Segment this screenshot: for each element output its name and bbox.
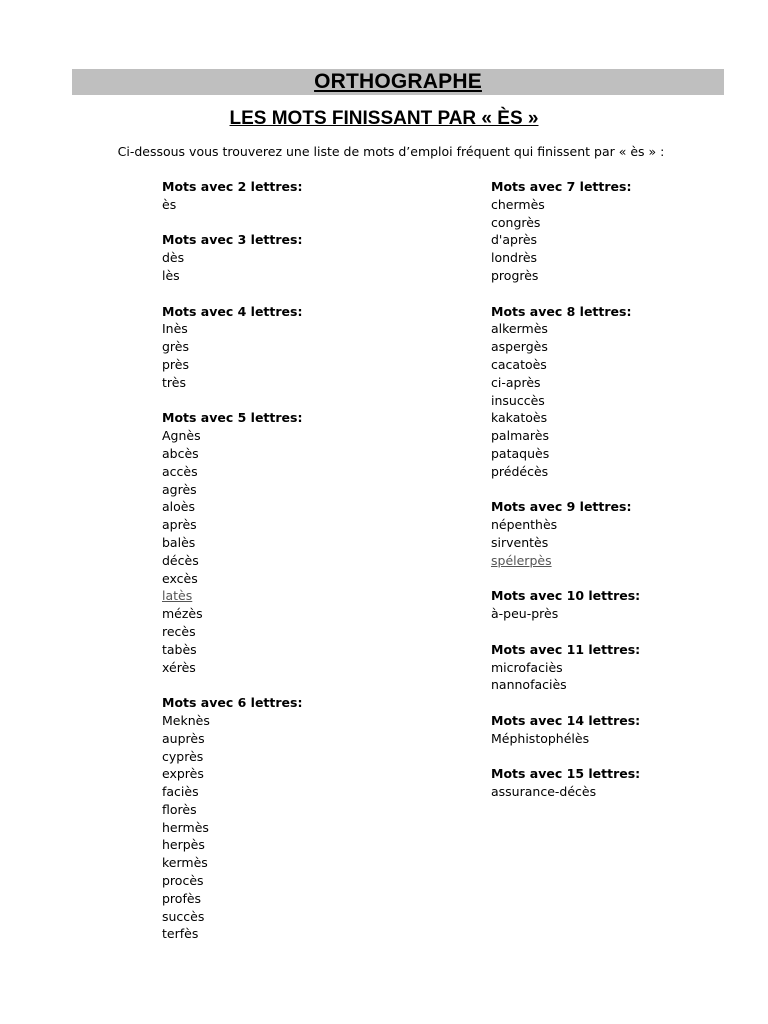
word-link[interactable]: latès [162,588,193,604]
word-item: agrès [162,481,197,497]
word-item: cacatoès [491,356,547,372]
word-item: recès [162,623,196,639]
group-heading: Mots avec 11 lettres: [491,641,641,657]
group-heading: Mots avec 6 lettres: [162,695,303,711]
word-item: grès [162,339,190,355]
word-item: ès [162,196,177,212]
word-item: chermès [491,196,545,212]
word-item: Meknès [162,712,210,728]
word-item: nannofaciès [491,677,567,693]
word-item: palmarès [491,428,549,444]
word-item: succès [162,908,205,924]
word-item: lès [162,267,180,283]
word-item: procès [162,873,204,889]
word-item: balès [162,534,196,550]
word-item: Méphistophélès [491,730,590,746]
word-item: exprès [162,766,204,782]
word-item: ci-après [491,374,541,390]
word-group [162,178,452,214]
word-item: aspergès [491,339,548,355]
word-item: kakatoès [491,410,548,426]
word-item: progrès [491,267,539,283]
group-heading: Mots avec 7 lettres: [491,179,632,194]
word-item: d'après [491,232,538,248]
group-heading: Mots avec 14 lettres: [491,712,641,728]
word-item: faciès [162,784,199,800]
word-group [491,587,741,623]
word-item: pataquès [491,445,550,461]
group-heading: Mots avec 15 lettres: [491,766,641,782]
word-item: terfès [162,926,199,942]
group-heading: Mots avec 8 lettres: [491,303,632,319]
word-item: Agnès [162,428,201,444]
word-group [162,231,452,284]
left-column [162,178,452,961]
page-title: ORTHOGRAPHE [314,70,482,93]
word-item: microfaciès [491,659,563,675]
word-group [162,409,452,676]
word-item: florès [162,801,197,817]
word-item: kermès [162,855,208,871]
word-item: très [162,374,186,390]
right-column [491,178,741,819]
intro-text: Ci-dessous vous trouverez une liste de mots d’emploi fréquent qui finissent par « ès » : [117,144,665,159]
word-group [491,178,741,285]
word-item: Inès [162,321,188,337]
group-heading: Mots avec 4 lettres: [162,303,303,319]
word-group [491,765,741,801]
word-group [491,641,741,694]
word-item: à-peu-près [491,606,559,622]
word-item: sirventès [491,534,549,550]
word-item: insuccès [491,392,545,408]
word-group [491,712,741,748]
word-item: excès [162,570,198,586]
word-item: prédécès [491,463,549,479]
word-group [162,694,452,943]
word-item: assurance-décès [491,784,597,800]
word-item: hermès [162,819,209,835]
word-item: aloès [162,499,195,515]
word-group [491,498,741,569]
word-item: xérès [162,659,196,675]
word-item: londrès [491,250,538,266]
word-item: abcès [162,445,199,461]
word-item: profès [162,890,202,906]
title-banner [72,69,724,95]
word-item: décès [162,552,199,568]
word-item: après [162,517,197,533]
word-group [491,303,741,481]
group-heading: Mots avec 3 lettres: [162,232,303,248]
word-item: près [162,356,190,372]
word-link[interactable]: spélerpès [491,552,552,568]
group-heading: Mots avec 5 lettres: [162,410,303,426]
word-item: alkermès [491,321,548,337]
word-group [162,303,452,392]
group-heading: Mots avec 10 lettres: [491,588,641,604]
word-item: herpès [162,837,205,853]
word-item: auprès [162,730,205,746]
word-item: dès [162,250,185,266]
group-heading: Mots avec 2 lettres: [162,179,303,194]
word-item: cyprès [162,748,204,764]
word-item: accès [162,463,198,479]
page-subtitle: LES MOTS FINISSANT PAR « ÈS » [229,108,539,129]
word-item: mézès [162,606,203,622]
word-item: népenthès [491,517,558,533]
group-heading: Mots avec 9 lettres: [491,499,632,515]
word-item: congrès [491,214,541,230]
word-item: tabès [162,641,197,657]
